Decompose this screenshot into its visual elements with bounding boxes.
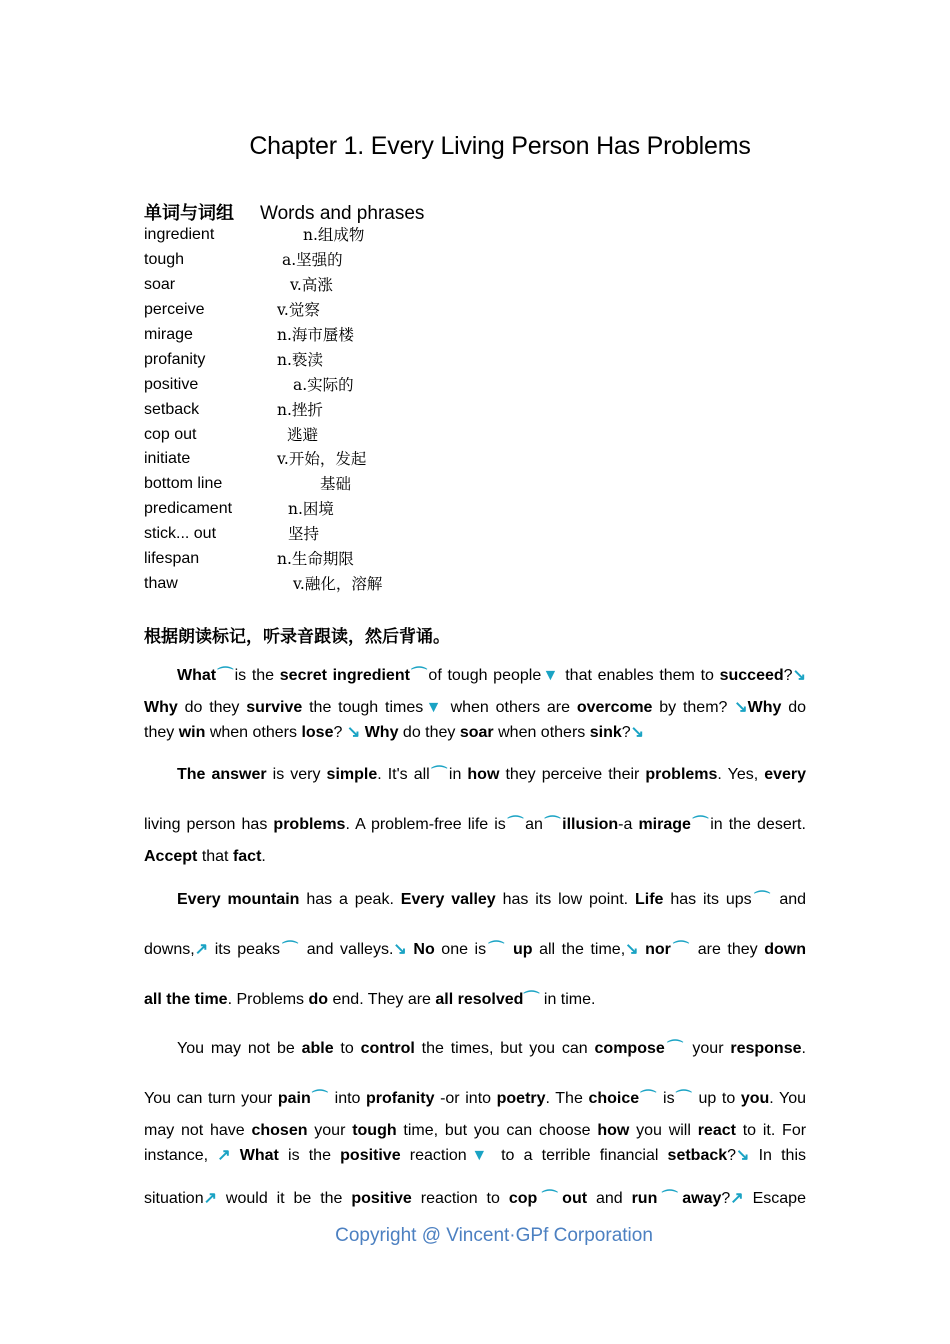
reading-mark-icon: ⌒ [429, 766, 449, 783]
text-line [144, 1088, 806, 1110]
vocab-word: positive [144, 376, 199, 393]
vocab-def: a.坚强的 [282, 251, 343, 269]
text-segment: when others are [450, 699, 571, 716]
text-line [144, 1188, 806, 1210]
vocab-row [144, 424, 319, 446]
stressed-word: positive [351, 1190, 412, 1207]
text-segment: . [261, 848, 266, 865]
text-segment: -a [618, 816, 633, 833]
reading-mark-icon: ↘ [630, 724, 645, 741]
text-segment: when others [209, 724, 297, 741]
vocab-word: cop out [144, 426, 197, 443]
text-segment: -or [440, 1090, 460, 1107]
stressed-word: able [301, 1040, 334, 1057]
text-segment: that [201, 848, 229, 865]
stressed-word: lose [301, 724, 334, 741]
text-segment: situation [144, 1190, 204, 1207]
stressed-word: overcome [576, 699, 653, 716]
text-segment: your [314, 1122, 346, 1139]
text-segment: your [692, 1040, 724, 1057]
text-segment: instance, [144, 1147, 209, 1164]
reading-mark-icon: ⌒ [664, 1040, 686, 1057]
stressed-word: how [467, 766, 500, 783]
reading-mark-icon: ⌒ [486, 941, 507, 958]
stressed-word: profanity [366, 1090, 435, 1107]
vocab-def: v.融化，溶解 [293, 575, 383, 593]
vocab-def: n.困境 [288, 500, 334, 518]
reading-mark-icon: ⌒ [690, 816, 711, 833]
text-line [144, 697, 806, 719]
text-segment: you will [636, 1122, 691, 1139]
text-segment: . Yes, [717, 766, 759, 783]
reading-mark-icon: ⌒ [523, 991, 540, 1008]
vocab-row [144, 249, 343, 271]
stressed-word: win [178, 724, 206, 741]
stressed-word: away [682, 1190, 722, 1207]
vocab-row [144, 299, 320, 321]
text-segment: into [334, 1090, 361, 1107]
text-segment: they perceive their [505, 766, 640, 783]
text-segment: in the desert. [710, 816, 806, 833]
stressed-word: setback [667, 1147, 728, 1164]
vocab-row [144, 473, 352, 495]
stressed-word: sink [589, 724, 622, 741]
vocab-heading [144, 199, 424, 225]
vocab-def: 基础 [320, 475, 352, 493]
text-segment: and valleys. [306, 941, 394, 958]
stressed-word: What [239, 1147, 279, 1164]
text-segment: ? [783, 667, 793, 684]
text-segment: would it be the [225, 1190, 343, 1207]
vocab-def: v.高涨 [290, 276, 333, 294]
vocab-word: bottom line [144, 475, 223, 492]
stressed-word: survive [246, 699, 303, 716]
stressed-word: simple [326, 766, 378, 783]
vocab-word: tough [144, 251, 185, 268]
stressed-word: Why [747, 699, 782, 716]
vocab-def: v.觉察 [277, 301, 320, 319]
text-segment: may not have [144, 1122, 245, 1139]
text-segment: . Problems [227, 991, 305, 1008]
reading-mark-icon: ⌒ [542, 816, 563, 833]
text-segment: ? [721, 1190, 731, 1207]
stressed-word: react [697, 1122, 736, 1139]
text-segment: all the time, [539, 941, 626, 958]
text-segment: . A problem-free life is [345, 816, 506, 833]
text-segment: one is [441, 941, 487, 958]
reading-mark-icon: ⌒ [674, 1090, 693, 1107]
text-segment: by them? [659, 699, 728, 716]
text-line [144, 1120, 806, 1142]
stressed-word: choice [588, 1090, 640, 1107]
reading-mark-icon: ↗ [730, 1190, 744, 1207]
stressed-word: down [764, 941, 807, 958]
stressed-word: problems [645, 766, 718, 783]
vocab-row [144, 573, 383, 595]
text-segment: . [801, 1040, 806, 1057]
text-segment: . You [769, 1090, 807, 1107]
text-line [144, 814, 806, 836]
stressed-word: Every valley [400, 891, 496, 908]
vocab-word: profanity [144, 351, 206, 368]
text-segment: ? [621, 724, 631, 741]
text-line [144, 939, 806, 961]
text-segment: to a terrible financial [501, 1147, 659, 1164]
stressed-word: how [597, 1122, 630, 1139]
reading-mark-icon: ↗ [203, 1190, 217, 1207]
stressed-word: positive [340, 1147, 401, 1164]
vocab-word: lifespan [144, 550, 200, 567]
stressed-word: succeed [719, 667, 784, 684]
stressed-word: secret ingredient [279, 667, 410, 684]
text-segment: is [663, 1090, 675, 1107]
text-segment: end. They are [332, 991, 431, 1008]
text-segment: time, but you can choose [403, 1122, 591, 1139]
stressed-word: fact [232, 848, 262, 865]
text-segment: to [340, 1040, 354, 1057]
text-segment: and [779, 891, 807, 908]
vocab-row [144, 523, 320, 545]
vocab-def: n.海市蜃楼 [277, 326, 354, 344]
stressed-word: up [512, 941, 533, 958]
stressed-word: run [631, 1190, 658, 1207]
text-segment: In this [758, 1147, 806, 1164]
text-segment: . It's all [377, 766, 430, 783]
text-line [177, 665, 806, 687]
text-line [144, 846, 806, 868]
stressed-word: response [730, 1040, 802, 1057]
reading-mark-icon: ⌒ [639, 1090, 658, 1107]
text-segment: is the [234, 667, 275, 684]
stressed-word: chosen [251, 1122, 308, 1139]
text-segment: You may not be [177, 1040, 295, 1057]
stressed-word: The answer [177, 766, 267, 783]
text-line [177, 1038, 806, 1060]
reading-mark-icon: ▼ [466, 1147, 492, 1164]
reading-mark-icon: ⌒ [216, 667, 235, 684]
vocab-def: v.开始，发起 [277, 450, 367, 468]
stressed-word: every [764, 766, 807, 783]
stressed-word: all the time [144, 991, 228, 1008]
stressed-word: pain [277, 1090, 311, 1107]
vocab-def: a.实际的 [293, 376, 354, 394]
reading-mark-icon: ⌒ [505, 816, 526, 833]
text-segment: is very [272, 766, 321, 783]
vocab-row [144, 224, 365, 246]
vocab-def: 坚持 [288, 525, 320, 543]
vocab-def: n.生命期限 [277, 550, 354, 568]
vocab-row [144, 399, 323, 421]
text-segment: in [448, 766, 462, 783]
text-segment: an [525, 816, 543, 833]
text-segment: . The [545, 1090, 583, 1107]
vocab-word: thaw [144, 575, 178, 592]
text-segment: when others [498, 724, 586, 741]
text-line [144, 722, 806, 744]
reading-mark-icon: ⌒ [310, 1090, 330, 1107]
reading-mark-icon: ⌒ [657, 1190, 683, 1207]
text-segment: into [465, 1090, 492, 1107]
text-segment: ? [727, 1147, 737, 1164]
vocab-row [144, 349, 323, 371]
vocab-row [144, 324, 354, 346]
reading-mark-icon: ⌒ [409, 667, 429, 684]
text-segment: in time. [543, 991, 596, 1008]
reading-mark-icon: ⌒ [537, 1190, 563, 1207]
stressed-word: out [562, 1190, 588, 1207]
stressed-word: compose [594, 1040, 665, 1057]
text-segment: living person has [144, 816, 268, 833]
text-line [144, 989, 806, 1011]
stressed-word: nor [645, 941, 671, 958]
stressed-word: all resolved [435, 991, 524, 1008]
vocab-word: ingredient [144, 226, 215, 243]
reading-mark-icon: ↘ [734, 699, 748, 716]
reading-mark-icon: ⌒ [751, 891, 773, 908]
vocab-heading-en: Words and phrases [260, 203, 425, 224]
text-segment: they [144, 724, 175, 741]
stressed-word: mirage [638, 816, 691, 833]
reading-instruction: 根据朗读标记，听录音跟读，然后背诵。 [144, 627, 450, 647]
vocab-heading-cn: 单词与词组 [144, 203, 234, 224]
vocab-word: stick... out [144, 525, 217, 542]
reading-mark-icon: ↘ [393, 941, 407, 958]
text-segment: that enables them to [565, 667, 714, 684]
vocab-word: mirage [144, 326, 193, 343]
text-segment: ? [333, 724, 343, 741]
text-segment: to it. For [742, 1122, 807, 1139]
text-segment: Escape [752, 1190, 806, 1207]
stressed-word: illusion [562, 816, 619, 833]
stressed-word: What [177, 667, 217, 684]
stressed-word: control [360, 1040, 415, 1057]
reading-mark-icon: ⌒ [279, 941, 301, 958]
text-segment: downs, [144, 941, 195, 958]
text-segment: is the [288, 1147, 331, 1164]
stressed-word: Life [635, 891, 664, 908]
vocab-word: setback [144, 401, 200, 418]
text-segment: the times, but you can [421, 1040, 588, 1057]
text-segment: are they [697, 941, 758, 958]
vocab-row [144, 374, 354, 396]
vocab-word: initiate [144, 450, 191, 467]
text-segment: its peaks [214, 941, 280, 958]
vocab-row [144, 548, 354, 570]
text-line [177, 764, 806, 786]
chapter-title: Chapter 1. Every Living Person Has Problems [249, 132, 751, 160]
text-segment: has its ups [670, 891, 752, 908]
text-segment: do [788, 699, 807, 716]
vocab-def: n.挫折 [277, 401, 323, 419]
text-segment: up to [698, 1090, 736, 1107]
text-line [144, 1145, 806, 1167]
stressed-word: cop [508, 1190, 538, 1207]
reading-mark-icon: ↘ [625, 941, 639, 958]
reading-mark-icon: ↘ [346, 724, 361, 741]
stressed-word: Why [364, 724, 399, 741]
stressed-word: Why [144, 699, 178, 716]
vocab-def: n.组成物 [303, 226, 365, 244]
stressed-word: Every mountain [177, 891, 300, 908]
text-segment: reaction [409, 1147, 467, 1164]
text-segment: reaction to [420, 1190, 500, 1207]
reading-mark-icon: ↗ [194, 941, 209, 958]
text-segment: has its low point. [502, 891, 629, 908]
reading-mark-icon: ↗ [217, 1147, 231, 1164]
text-segment: has a peak. [306, 891, 394, 908]
text-segment: do they [402, 724, 456, 741]
stressed-word: problems [273, 816, 346, 833]
vocab-word: perceive [144, 301, 205, 318]
stressed-word: tough [352, 1122, 397, 1139]
vocab-row [144, 274, 333, 296]
stressed-word: Accept [144, 848, 198, 865]
vocab-def: 逃避 [287, 426, 319, 444]
text-segment: do they [184, 699, 240, 716]
text-line [177, 889, 806, 911]
vocab-def: n.亵渎 [277, 351, 323, 369]
reading-mark-icon: ▼ [541, 667, 560, 684]
vocab-word: predicament [144, 500, 233, 517]
stressed-word: No [413, 941, 435, 958]
stressed-word: soar [459, 724, 494, 741]
vocab-row [144, 498, 334, 520]
text-segment: You can turn your [144, 1090, 273, 1107]
vocab-row [144, 448, 367, 470]
stressed-word: you [740, 1090, 770, 1107]
stressed-word: do [308, 991, 329, 1008]
text-segment: the tough times [309, 699, 424, 716]
copyright-footer: Copyright @ Vincent·GPf Corporation [335, 1225, 653, 1246]
text-segment: and [595, 1190, 623, 1207]
text-segment: of tough people [428, 667, 542, 684]
reading-mark-icon: ▼ [423, 699, 444, 716]
reading-mark-icon: ↘ [736, 1147, 750, 1164]
stressed-word: poetry [496, 1090, 546, 1107]
reading-mark-icon: ⌒ [670, 941, 692, 958]
vocab-word: soar [144, 276, 176, 293]
reading-mark-icon: ↘ [792, 667, 806, 684]
